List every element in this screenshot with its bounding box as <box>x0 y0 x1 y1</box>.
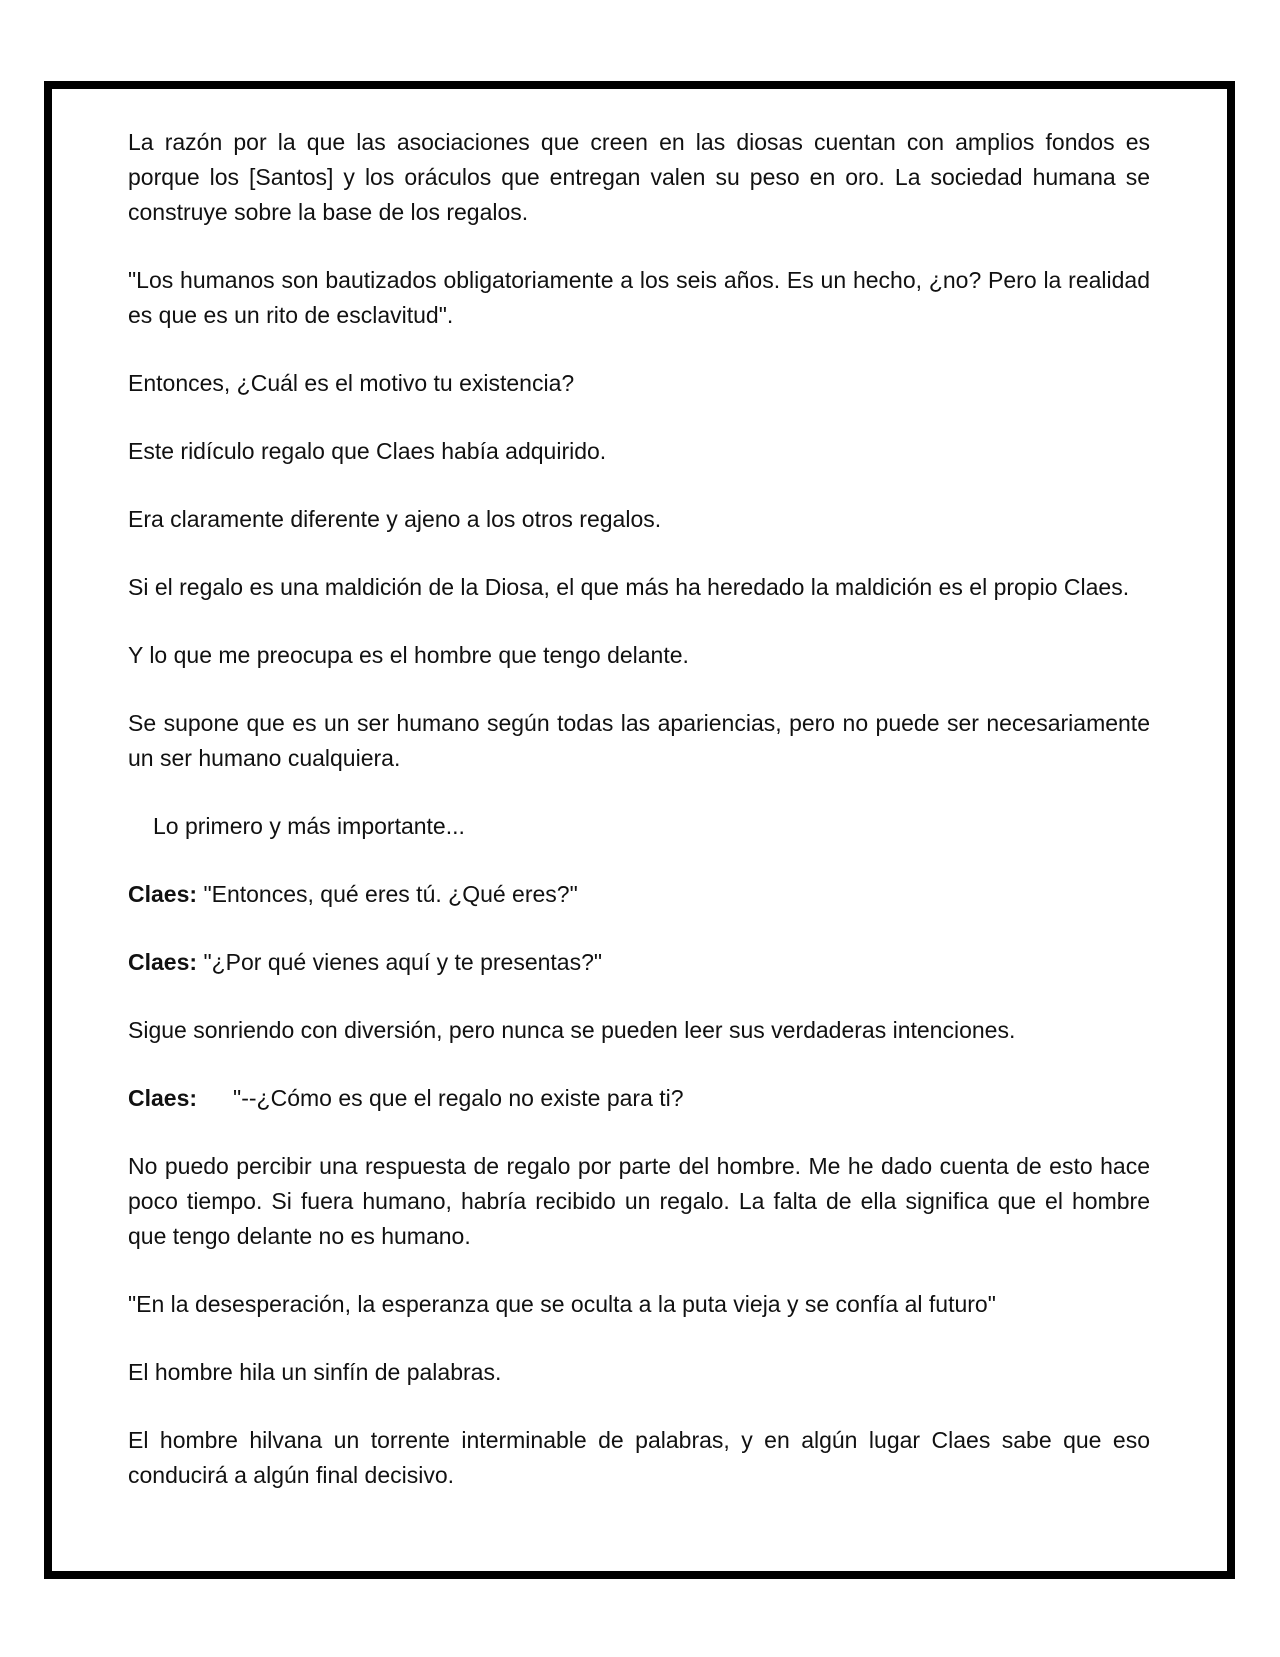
speaker-name: Claes: <box>128 881 198 907</box>
paragraph: Lo primero y más importante... <box>153 813 465 839</box>
dialogue-line <box>128 945 1150 980</box>
paragraph: Era claramente diferente y ajeno a los otros regalos. <box>128 506 662 532</box>
paragraph: Entonces, ¿Cuál es el motivo tu existencia? <box>128 370 575 396</box>
speaker-name: Claes: <box>128 949 198 975</box>
paragraph: Se supone que es un ser humano según todas las apariencias, pero no puede ser necesariamente un ser humano cualquiera. <box>128 710 1150 771</box>
paragraph: Y lo que me preocupa es el hombre que tengo delante. <box>128 642 689 668</box>
paragraph: El hombre hila un sinfín de palabras. <box>128 1359 502 1385</box>
paragraph: Este ridículo regalo que Claes había adquirido. <box>128 438 607 464</box>
document-body <box>128 125 1150 1526</box>
paragraph: La razón por la que las asociaciones que creen en las diosas cuentan con amplios fondos es porque los [Santos] y los oráculos que entregan valen su peso en oro. La sociedad humana se construye sobre la base de los regalos. <box>128 129 1150 225</box>
paragraph: Sigue sonriendo con diversión, pero nunca se pueden leer sus verdaderas intenciones. <box>128 1017 1016 1043</box>
dialogue-line <box>128 877 1150 912</box>
dialogue-text: "Entonces, qué eres tú. ¿Qué eres?" <box>203 881 578 907</box>
paragraph: Si el regalo es una maldición de la Diosa, el que más ha heredado la maldición es el propio Claes. <box>128 574 1130 600</box>
speaker-name: Claes: <box>128 1085 198 1111</box>
paragraph: No puedo percibir una respuesta de regalo por parte del hombre. Me he dado cuenta de esto hace poco tiempo. Si fuera humano, habría recibido un regalo. La falta de ella significa que el hombre que tengo delante no es humano. <box>128 1153 1150 1249</box>
paragraph: "En la desesperación, la esperanza que se oculta a la puta vieja y se confía al futuro" <box>128 1291 996 1317</box>
paragraph: El hombre hilvana un torrente interminable de palabras, y en algún lugar Claes sabe que eso conducirá a algún final decisivo. <box>128 1427 1150 1488</box>
dialogue-text: "¿Por qué vienes aquí y te presentas?" <box>203 949 603 975</box>
dialogue-text: "--¿Cómo es que el regalo no existe para ti? <box>233 1085 684 1111</box>
dialogue-line <box>128 1081 1150 1116</box>
paragraph: "Los humanos son bautizados obligatoriamente a los seis años. Es un hecho, ¿no? Pero la realidad es que es un rito de esclavitud". <box>128 267 1150 328</box>
